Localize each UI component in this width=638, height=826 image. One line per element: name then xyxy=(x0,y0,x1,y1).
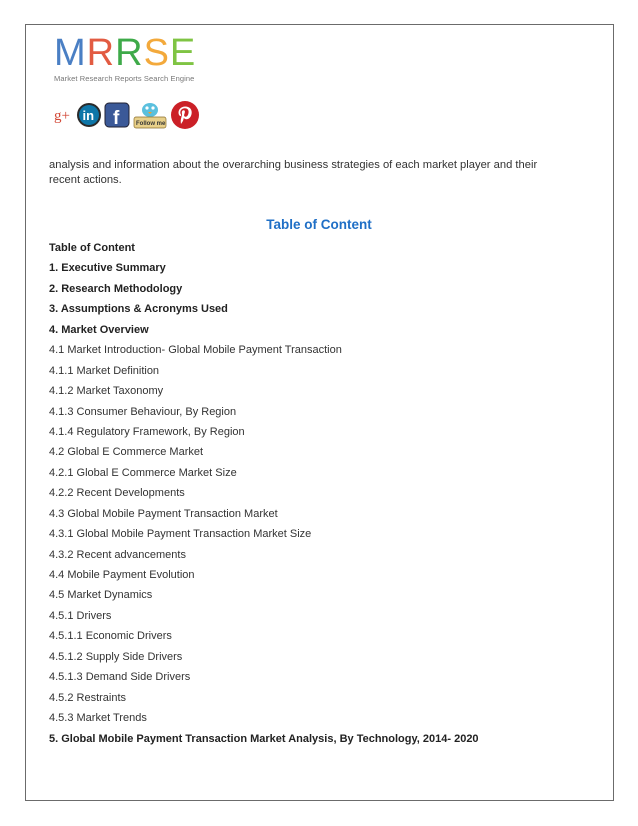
toc-item: 1. Executive Summary xyxy=(49,262,166,275)
toc-heading: Table of Content xyxy=(266,217,372,232)
facebook-glyph: f xyxy=(113,107,120,128)
logo-letter: R xyxy=(86,32,116,74)
logo-letter: M xyxy=(54,32,87,74)
toc-item: 4.5.1.3 Demand Side Drivers xyxy=(49,671,191,684)
toc-item: 4.1.3 Consumer Behaviour, By Region xyxy=(49,405,237,418)
toc-item: 4.5.1 Drivers xyxy=(49,609,112,622)
toc-item: 4.3 Global Mobile Payment Transaction Market xyxy=(49,507,278,520)
googleplus-icon[interactable] xyxy=(52,103,74,132)
toc-item: 4.2 Global E Commerce Market xyxy=(49,446,204,459)
toc-list xyxy=(49,242,569,753)
pinterest-icon[interactable] xyxy=(170,100,200,135)
mrrse-logo xyxy=(54,34,196,83)
linkedin-glyph: in xyxy=(82,107,95,123)
logo-letter: S xyxy=(143,32,170,74)
toc-item: 4.5.1.2 Supply Side Drivers xyxy=(49,650,183,663)
logo-letter: R xyxy=(115,32,144,74)
logo-letter: E xyxy=(169,32,197,74)
toc-item: 5. Global Mobile Payment Transaction Market Analysis, By Technology, 2014- 2020 xyxy=(49,732,479,745)
toc-item: 4.5.3 Market Trends xyxy=(49,712,147,725)
logo-wordmark xyxy=(54,34,196,72)
toc-item: 4.3.2 Recent advancements xyxy=(49,548,186,561)
toc-item: 4.5.2 Restraints xyxy=(49,691,127,704)
toc-item: 2. Research Methodology xyxy=(49,282,183,295)
twitter-follow-icon[interactable] xyxy=(132,101,168,134)
toc-item: 3. Assumptions & Acronyms Used xyxy=(49,303,228,316)
toc-item: 4. Market Overview xyxy=(49,323,149,336)
toc-item: 4.1.2 Market Taxonomy xyxy=(49,385,164,398)
toc-item: 4.1.4 Regulatory Framework, By Region xyxy=(49,425,245,438)
toc-item: 4.1 Market Introduction- Global Mobile Payment Transaction xyxy=(49,344,342,357)
facebook-icon[interactable] xyxy=(104,102,130,133)
social-icons xyxy=(52,104,200,130)
intro-paragraph: analysis and information about the overarching business strategies of each market player and their recent actions. xyxy=(49,159,538,186)
toc-item: 4.4 Mobile Payment Evolution xyxy=(49,569,195,581)
logo-tagline: Market Research Reports Search Engine xyxy=(54,74,195,83)
googleplus-glyph: g+ xyxy=(54,107,70,124)
toc-item: 4.1.1 Market Definition xyxy=(49,364,160,377)
toc-item: 4.2.1 Global E Commerce Market Size xyxy=(49,466,237,479)
toc-item: Table of Content xyxy=(49,242,135,254)
toc-item: 4.3.1 Global Mobile Payment Transaction Market Size xyxy=(49,528,312,541)
linkedin-icon[interactable] xyxy=(76,102,102,133)
twitter-badge-label: Follow me xyxy=(136,120,166,127)
toc-item: 4.5 Market Dynamics xyxy=(49,589,153,602)
toc-item: 4.2.2 Recent Developments xyxy=(49,487,185,500)
toc-item: 4.5.1.1 Economic Drivers xyxy=(49,630,172,643)
